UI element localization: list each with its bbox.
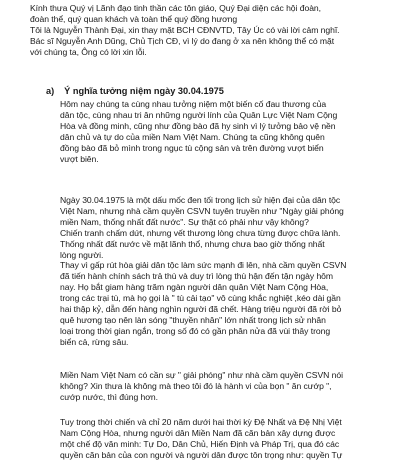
paragraph-liberation-question: Miền Nam Việt Nam có cần sự " giải phóng" như nhà cầm quyền CSVN nói không? Xin thưa là không mà theo tôi đó là hành vi của bọn " ăn cướp ", cướp nước, thì đúng hơn. [60, 370, 343, 402]
paragraph-republic-era: Tuy trong thời chiến và chỉ 20 năm dưới hai thời kỳ Đệ Nhất và Đệ Nhị Việt Nam Cộng Hòa, nhưng người dân Miền Nam đã căn bản xây dựng được một chế độ văn minh: Tự Do, Dân Chủ, Hiến Định và Pháp Trị, qua đó các quyền căn bản của con người và người dân được tôn trọng như: quyền Tự [60, 417, 343, 460]
paragraph-commemoration: Hôm nay chúng ta cùng nhau tưởng niệm một biến cố đau thương của dân tộc, cùng nhau tri ân những người lính của Quân Lực Việt Nam Cộng Hòa và đồng minh, cũng như đồng bào đã hy sinh vì lý tưởng bảo vệ nền dân chủ và tự do của miền Nam Việt Nam. Chúng ta cũng không quên đồng bào đã bỏ mình trong ngục tù cộng sản và trên đường vượt biển vượt biên. [60, 99, 338, 164]
section-heading [46, 86, 224, 96]
section-title: Ý nghĩa tưởng niệm ngày 30.04.1975 [64, 86, 224, 96]
intro-paragraph: Kính thưa Quý vị Lãnh đạo tinh thần các tôn giáo, Quý Đại diện các hội đoàn, đoàn thể, quý quan khách và toàn thể quý đồng hương Tôi là Nguyễn Thành Đại, xin thay mặt BCH CĐNVTD, Tây Úc có vài lời cảm nghĩ. Bác sĩ Nguyễn Anh Dũng, Chủ Tịch CĐ, vì lý do đang ở xa nên không thể có mặt với chúng ta, Ông có lời xin lỗi. [30, 3, 340, 57]
section-label: a) [46, 86, 55, 96]
paragraph-reeducation-camps: Thay vì gấp rút hòa giải dân tộc làm sức mạnh đi lên, nhà cầm quyền CSVN đã tiến hành chính sách trả thù và duy trì lòng thù hận đến tận ngày hôm nay. Họ bắt giam hàng trăm ngàn người dân quân Việt Nam Cộng Hòa, trong các trại tù, mà họ gọi là " tù cải tạo" vô cùng khắc nghiệt ,kéo dài gần hai thập kỷ, dẫn đến hàng nghìn người đã chết. Hàng triệu người đã rời bỏ quê hương tạo nên làn sóng "thuyền nhân" lớn nhất trong lịch sử nhân loại trong thời gian ngắn, trong số đó có gần phân nửa đã vùi thây trong biển cả, rừng sâu. [60, 260, 347, 347]
paragraph-april-30: Ngày 30.04.1975 là một dấu mốc đen tối trong lịch sử hiện đại của dân tộc Việt Nam, nhưng nhà cầm quyền CSVN tuyên truyền như "Ngày giải phóng miền Nam, thống nhất đất nước". Sự thật có phải như vậy không? Chiến tranh chấm dứt, nhưng vết thương lòng chưa từng được chữa lành. Thống nhất đất nước về mặt lãnh thổ, nhưng chưa bao giờ thống nhất lòng người. [60, 195, 344, 260]
